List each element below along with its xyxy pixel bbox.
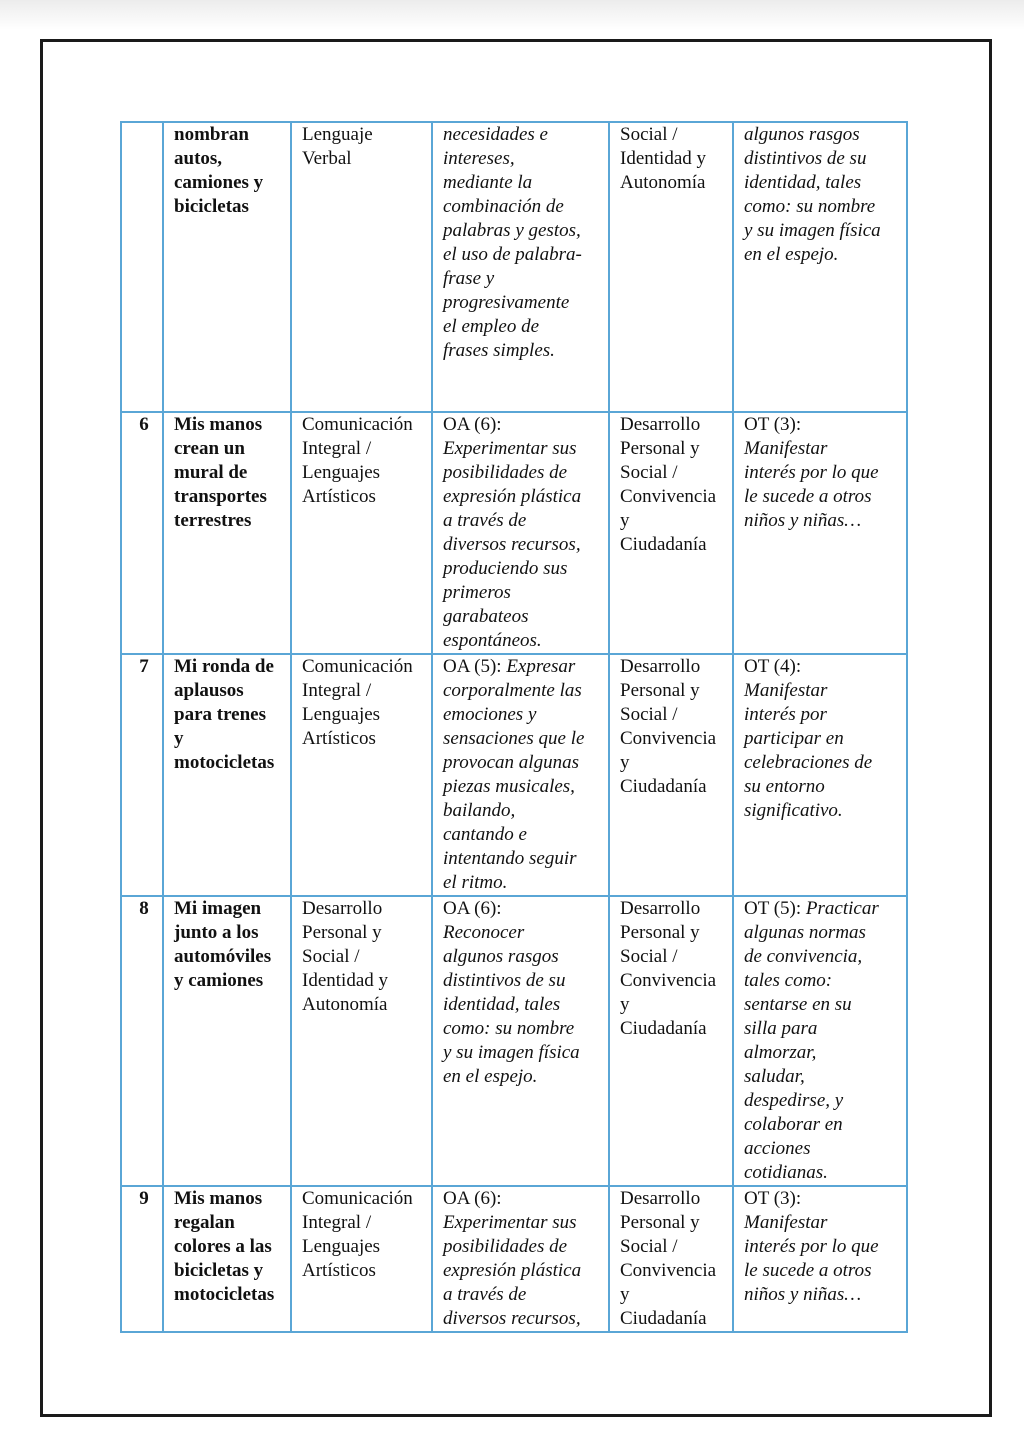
ambito-cell: Desarrollo Personal y Social / Identidad y Autonomía — [291, 896, 432, 1186]
activity-name: Mi imagen junto a los automóviles y camiones — [163, 896, 291, 1186]
objective-code: OA (6): — [443, 414, 502, 435]
ambito-cell: Comunicación Integral / Lenguajes Artísticos — [291, 412, 432, 654]
activity-number — [121, 122, 163, 412]
oa-cell: OA (5): Expresar corporalmente las emociones y sensaciones que le provocan algunas piezas musicales, bailando, cantando e intentando seguir el ritmo. — [432, 654, 609, 896]
ambito-cell: Lenguaje Verbal — [291, 122, 432, 412]
ot-cell: OT (3): Manifestar interés por lo que le sucede a otros niños y niñas… — [733, 1186, 907, 1332]
nucleo-cell: Desarrollo Personal y Social / Convivencia y Ciudadanía — [609, 1186, 733, 1332]
table-row — [121, 654, 907, 896]
ot-cell: algunos rasgos distintivos de su identidad, tales como: su nombre y su imagen física en el espejo. — [733, 122, 907, 412]
objective-code: OT (5): — [744, 898, 802, 919]
objective-code: OT (3): — [744, 1188, 802, 1209]
planning-table — [120, 121, 908, 1333]
objective-code: OA (5): — [443, 656, 502, 677]
objective-code: OA (6): — [443, 898, 502, 919]
nucleo-cell: Desarrollo Personal y Social / Convivencia y Ciudadanía — [609, 412, 733, 654]
ot-cell: OT (5): Practicar algunas normas de convivencia, tales como: sentarse en su silla para almorzar, saludar, despedirse, y colaborar en acciones cotidianas. — [733, 896, 907, 1186]
objective-code: OA (6): — [443, 1188, 502, 1209]
table-row — [121, 1186, 907, 1332]
ambito-cell: Comunicación Integral / Lenguajes Artísticos — [291, 1186, 432, 1332]
ot-cell: OT (3): Manifestar interés por lo que le sucede a otros niños y niñas… — [733, 412, 907, 654]
nucleo-cell: Social / Identidad y Autonomía — [609, 122, 733, 412]
oa-cell: OA (6): Experimentar sus posibilidades de expresión plástica a través de diversos recursos, — [432, 1186, 609, 1332]
activity-name: Mis manos crean un mural de transportes terrestres — [163, 412, 291, 654]
nucleo-cell: Desarrollo Personal y Social / Convivencia y Ciudadanía — [609, 896, 733, 1186]
activity-name: Mi ronda de aplausos para trenes y motocicletas — [163, 654, 291, 896]
oa-cell: OA (6): Experimentar sus posibilidades de expresión plástica a través de diversos recursos, produciendo sus primeros garabateos espontáneos. — [432, 412, 609, 654]
table-row — [121, 412, 907, 654]
activity-name: Mis manos regalan colores a las bicicletas y motocicletas — [163, 1186, 291, 1332]
activity-number: 8 — [121, 896, 163, 1186]
activity-number: 6 — [121, 412, 163, 654]
nucleo-cell: Desarrollo Personal y Social / Convivencia y Ciudadanía — [609, 654, 733, 896]
activity-number: 7 — [121, 654, 163, 896]
page-top-shade — [0, 0, 1024, 30]
oa-cell: necesidades e intereses, mediante la combinación de palabras y gestos, el uso de palabra- frase y progresivamente el empleo de frases simples. — [432, 122, 609, 412]
ot-cell: OT (4): Manifestar interés por participar en celebraciones de su entorno significativo. — [733, 654, 907, 896]
objective-code: OT (3): — [744, 414, 802, 435]
ambito-cell: Comunicación Integral / Lenguajes Artísticos — [291, 654, 432, 896]
table-body — [121, 122, 907, 1332]
table-row — [121, 896, 907, 1186]
table-row — [121, 122, 907, 412]
activity-number: 9 — [121, 1186, 163, 1332]
oa-cell: OA (6): Reconocer algunos rasgos distintivos de su identidad, tales como: su nombre y su imagen física en el espejo. — [432, 896, 609, 1186]
objective-code: OT (4): — [744, 656, 802, 677]
activity-name: nombran autos, camiones y bicicletas — [163, 122, 291, 412]
